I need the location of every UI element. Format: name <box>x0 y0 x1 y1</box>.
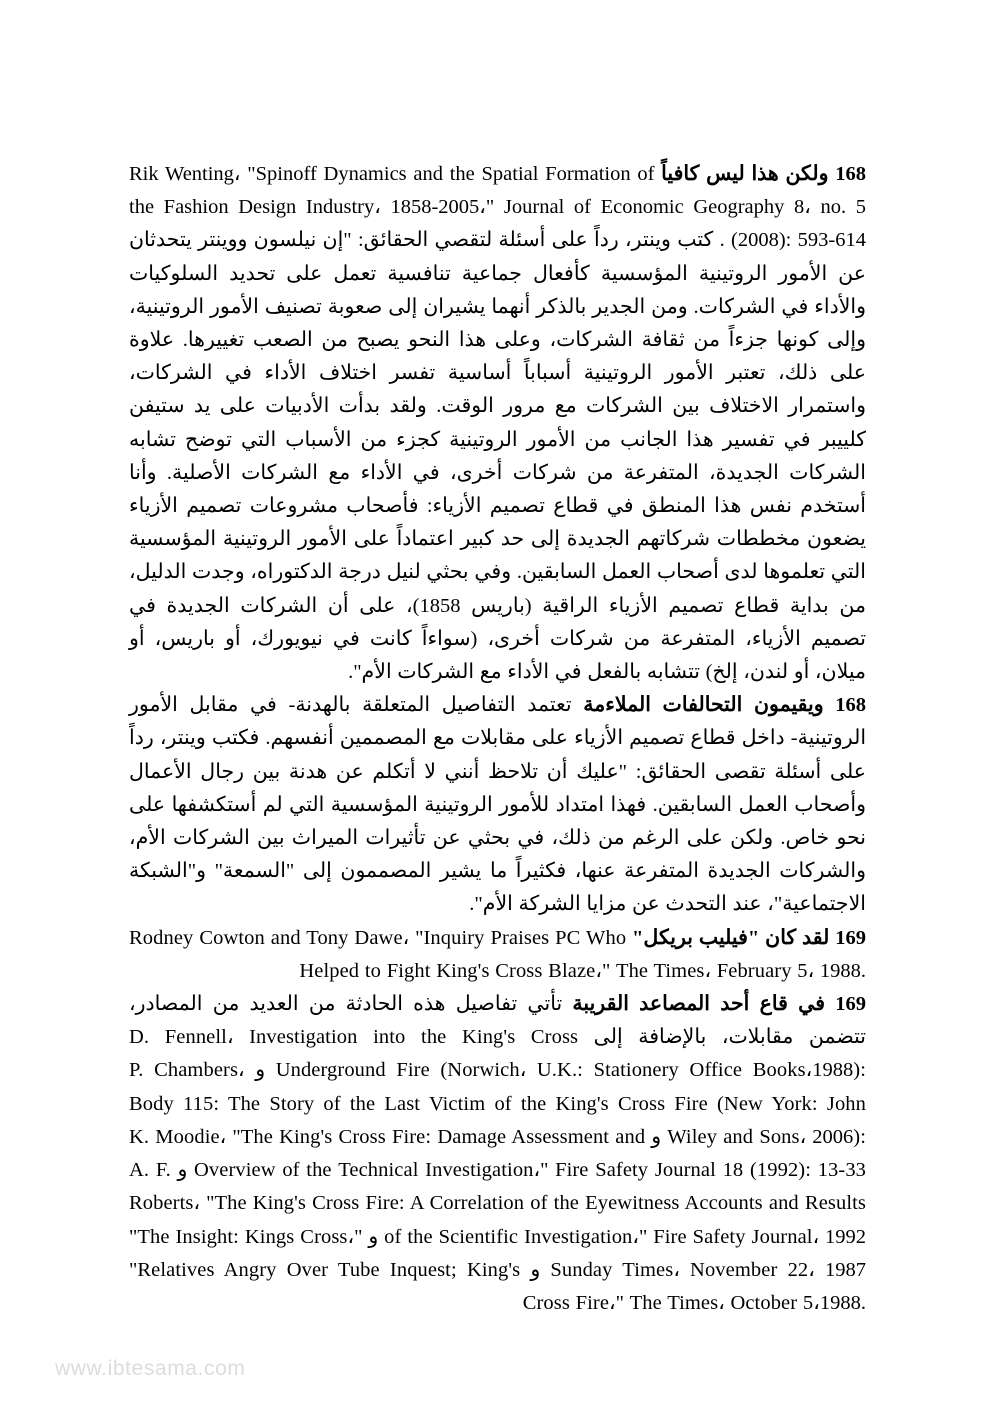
endnote-169b-source-chambers: P. Chambers، Body 115: The Story <box>129 1059 315 1115</box>
endnote-168a-body-l14: إلخ) تتشابه بالفعل في الأداء مع الشركات الأم". <box>348 661 738 684</box>
endnote-169b-conj-2: و <box>651 1125 662 1148</box>
endnote-168b-arabic-lead: ويقيمون التحالفات الملاءمة <box>583 694 824 717</box>
endnote-168b-body-l4: الروتينية المؤسسية التي لم أستكشفها على نحو خاص. ولكن على الرغم من ذلك، في بحثي عن تأثيرات <box>129 793 867 850</box>
endnote-168b-body-l3: "عليك أن تلاحظ أنني لا أتكلم عن هدنة بين رجال الأعمال وأصحاب العمل السابقين. فهذا امتداد للأمور <box>129 760 867 816</box>
page-content-column <box>129 158 866 1320</box>
endnote-168-spinoff-dynamics <box>129 158 866 689</box>
endnote-169b-conj-3: و <box>177 1159 188 1182</box>
endnote-168a-body-l9: المتفرعة من شركات أخرى، في الأداء مع الشركات الأصلية. وأنا أستخدم نفس هذا المنطق في قطاع <box>129 461 867 518</box>
endnote-168b-body-l1: تعتمد التفاصيل المتعلقة بالهدنة- في مقابل الأمور الروتينية- داخل <box>129 694 867 750</box>
endnote-169b-source-fennell-pub: (Norwich، U.K.: Stationery Office Books،1988): <box>440 1059 867 1082</box>
endnote-169b-source-insight: "The Insight: Kings Cross،" <box>129 1225 363 1248</box>
endnote-169b-source-relatives: "Relatives Angry Over Tube Inquest; King's <box>129 1258 521 1281</box>
endnote-168-alliances <box>129 689 866 921</box>
endnote-168a-body-l5: بالذكر أنهما يشيران إلى صعوبة تصنيف الأمور الروتينية، وإلى كونها جزءاً من ثقافة الشركات، وعلى هذا <box>129 295 867 352</box>
endnote-168a-citation-line3: (2008): 593-614 <box>731 229 866 252</box>
endnote-169b-conj-1: و <box>255 1059 266 1082</box>
endnote-169b-source-moodie-cont: Technical Investigation،" Fire Safety Journal 18 (1992): 13-33 <box>338 1159 867 1182</box>
endnote-169b-source-chambers-cont: of the Last Victim of the King's Cross Fire (New York: John Wiley and Sons، 2006): <box>323 1092 867 1148</box>
endnote-168a-body-l11: اعتماداً على الأمور الروتينية المؤسسية التي تعلموها لدى أصحاب العمل السابقين. وفي بحثي لنيل درجة <box>129 528 866 584</box>
endnote-168a-arabic-lead: ولكن هذا ليس كافياً <box>661 163 829 185</box>
endnote-168a-body-l13: في تصميم الأزياء، المتفرعة من شركات أخرى، (سواءاً كانت في نيويورك، أو باريس، أو ميلان، أو لندن، <box>129 594 866 684</box>
endnote-168a-body-l8: كلييبر في تفسير هذا الجانب من الأمور الروتينية كجزء من الأسباب التي توضح تشابه الشركات الجديدة، <box>129 428 867 484</box>
endnote-number-169b: 169 <box>835 993 867 1016</box>
endnote-number-168a: 168 <box>835 163 867 185</box>
endnote-169b-source-insight-pub: Sunday Times، November 22، 1987 <box>550 1258 866 1281</box>
endnote-168b-body-l6: و"الشبكة الاجتماعية"، عند التحدث عن مزايا الشركة الأم". <box>129 860 866 916</box>
endnote-168a-citation-line2: of the Fashion Design Industry، 1858-2005،" Journal of Economic Geography 8، no. 5 <box>129 163 866 219</box>
endnote-169b-arabic-lead: في قاع أحد المصاعد القريبة <box>572 993 826 1016</box>
endnote-169-philip-brickell <box>129 922 866 988</box>
endnote-168a-body-l7: الأداء في الشركات، واستمرار الاختلاف بين الشركات مع مرور الوقت. ولقد بدأت الأدبيات على يد ستيفن <box>129 362 866 418</box>
endnote-169a-citation-line1: Rodney Cowton and Tony Dawe، "Inquiry Praises PC Who <box>129 926 627 949</box>
site-watermark: www.ibtesama.com <box>55 1357 246 1380</box>
endnote-168a-body-l3: . كتب وينتر، رداً على أسئلة لتقصي الحقائق: "إن نيلسون ووينتر يتحدثان عن الأمور <box>129 229 867 285</box>
endnote-168a-body-l6: النحو يصبح من الصعب تغييرها. علاوة على ذلك، تعتبر الأمور الروتينية أسباباً أساسية تفسر اختلاف <box>129 329 867 385</box>
endnote-169b-source-roberts-cont: King's Cross Fire: A Correlation of the Eyewitness Accounts and Results of the <box>252 1192 866 1248</box>
endnote-169-kings-cross-sources <box>129 988 866 1320</box>
endnote-169b-source-roberts-journal: Scientific Investigation،" Fire Safety Journal، 1992 <box>438 1225 867 1248</box>
endnote-169b-source-moodie: K. Moodie، "The King's Cross Fire: Damage Assessment and Overview of the <box>129 1125 646 1182</box>
endnote-169a-citation-line2: Helped to Fight King's Cross Blaze،" The Times، February 5، 1988. <box>299 959 866 982</box>
endnote-169b-body-l1: تأتي تفاصيل هذه الحادثة من العديد من المصادر، تتضمن <box>129 993 867 1049</box>
endnote-168a-body-l4: الروتينية المؤسسية كأفعال جماعية تنافسية تعمل على تحديد السلوكيات والأداء في الشركات. ومن الجدير <box>129 262 866 318</box>
endnote-168a-body-l10: تصميم الأزياء: فأصحاب مشروعات تصميم الأزياء يضعون مخططات شركاتهم الجديدة إلى حد كبير <box>129 495 867 551</box>
endnote-number-168b: 168 <box>835 694 866 717</box>
endnote-number-169a: 169 <box>835 926 867 949</box>
endnote-168a-citation-line1: Rik Wenting، "Spinoff Dynamics and the Spatial Formation <box>129 163 631 185</box>
endnote-169b-body-l2: مقابلات، بالإضافة إلى <box>593 1026 794 1049</box>
endnote-168b-body-l5: الميراث بين الشركات الأم، والشركات الجديدة المتفرعة عنها، فكثيراً ما يشير المصممون إلى "السمعة" <box>129 827 866 883</box>
endnote-168a-body-l12: الدكتوراه، وجدت الدليل، من بداية قطاع تصميم الأزياء الراقية (باريس 1858)، على أن الشركات الجديدة <box>129 561 866 617</box>
endnote-169b-conj-4: و <box>368 1225 379 1248</box>
endnote-169b-conj-5: و <box>530 1258 541 1281</box>
endnote-169b-source-relatives-cont: Cross Fire،" The Times، October 5،1988. <box>522 1291 866 1314</box>
endnote-169b-source-roberts: A. F. Roberts، "The <box>129 1159 247 1215</box>
endnote-169a-arabic-lead: لقد كان "فيليب بريكل" <box>632 926 830 949</box>
endnote-168b-body-l2: قطاع تصميم الأزياء على مقابلات مع المصممين أنفسهم. فكتب وينتر، رداً على أسئلة تقصى الحقائق: <box>129 727 866 783</box>
endnote-169b-source-fennell: D. Fennell، Investigation into the King's Cross Underground Fire <box>129 1026 579 1082</box>
